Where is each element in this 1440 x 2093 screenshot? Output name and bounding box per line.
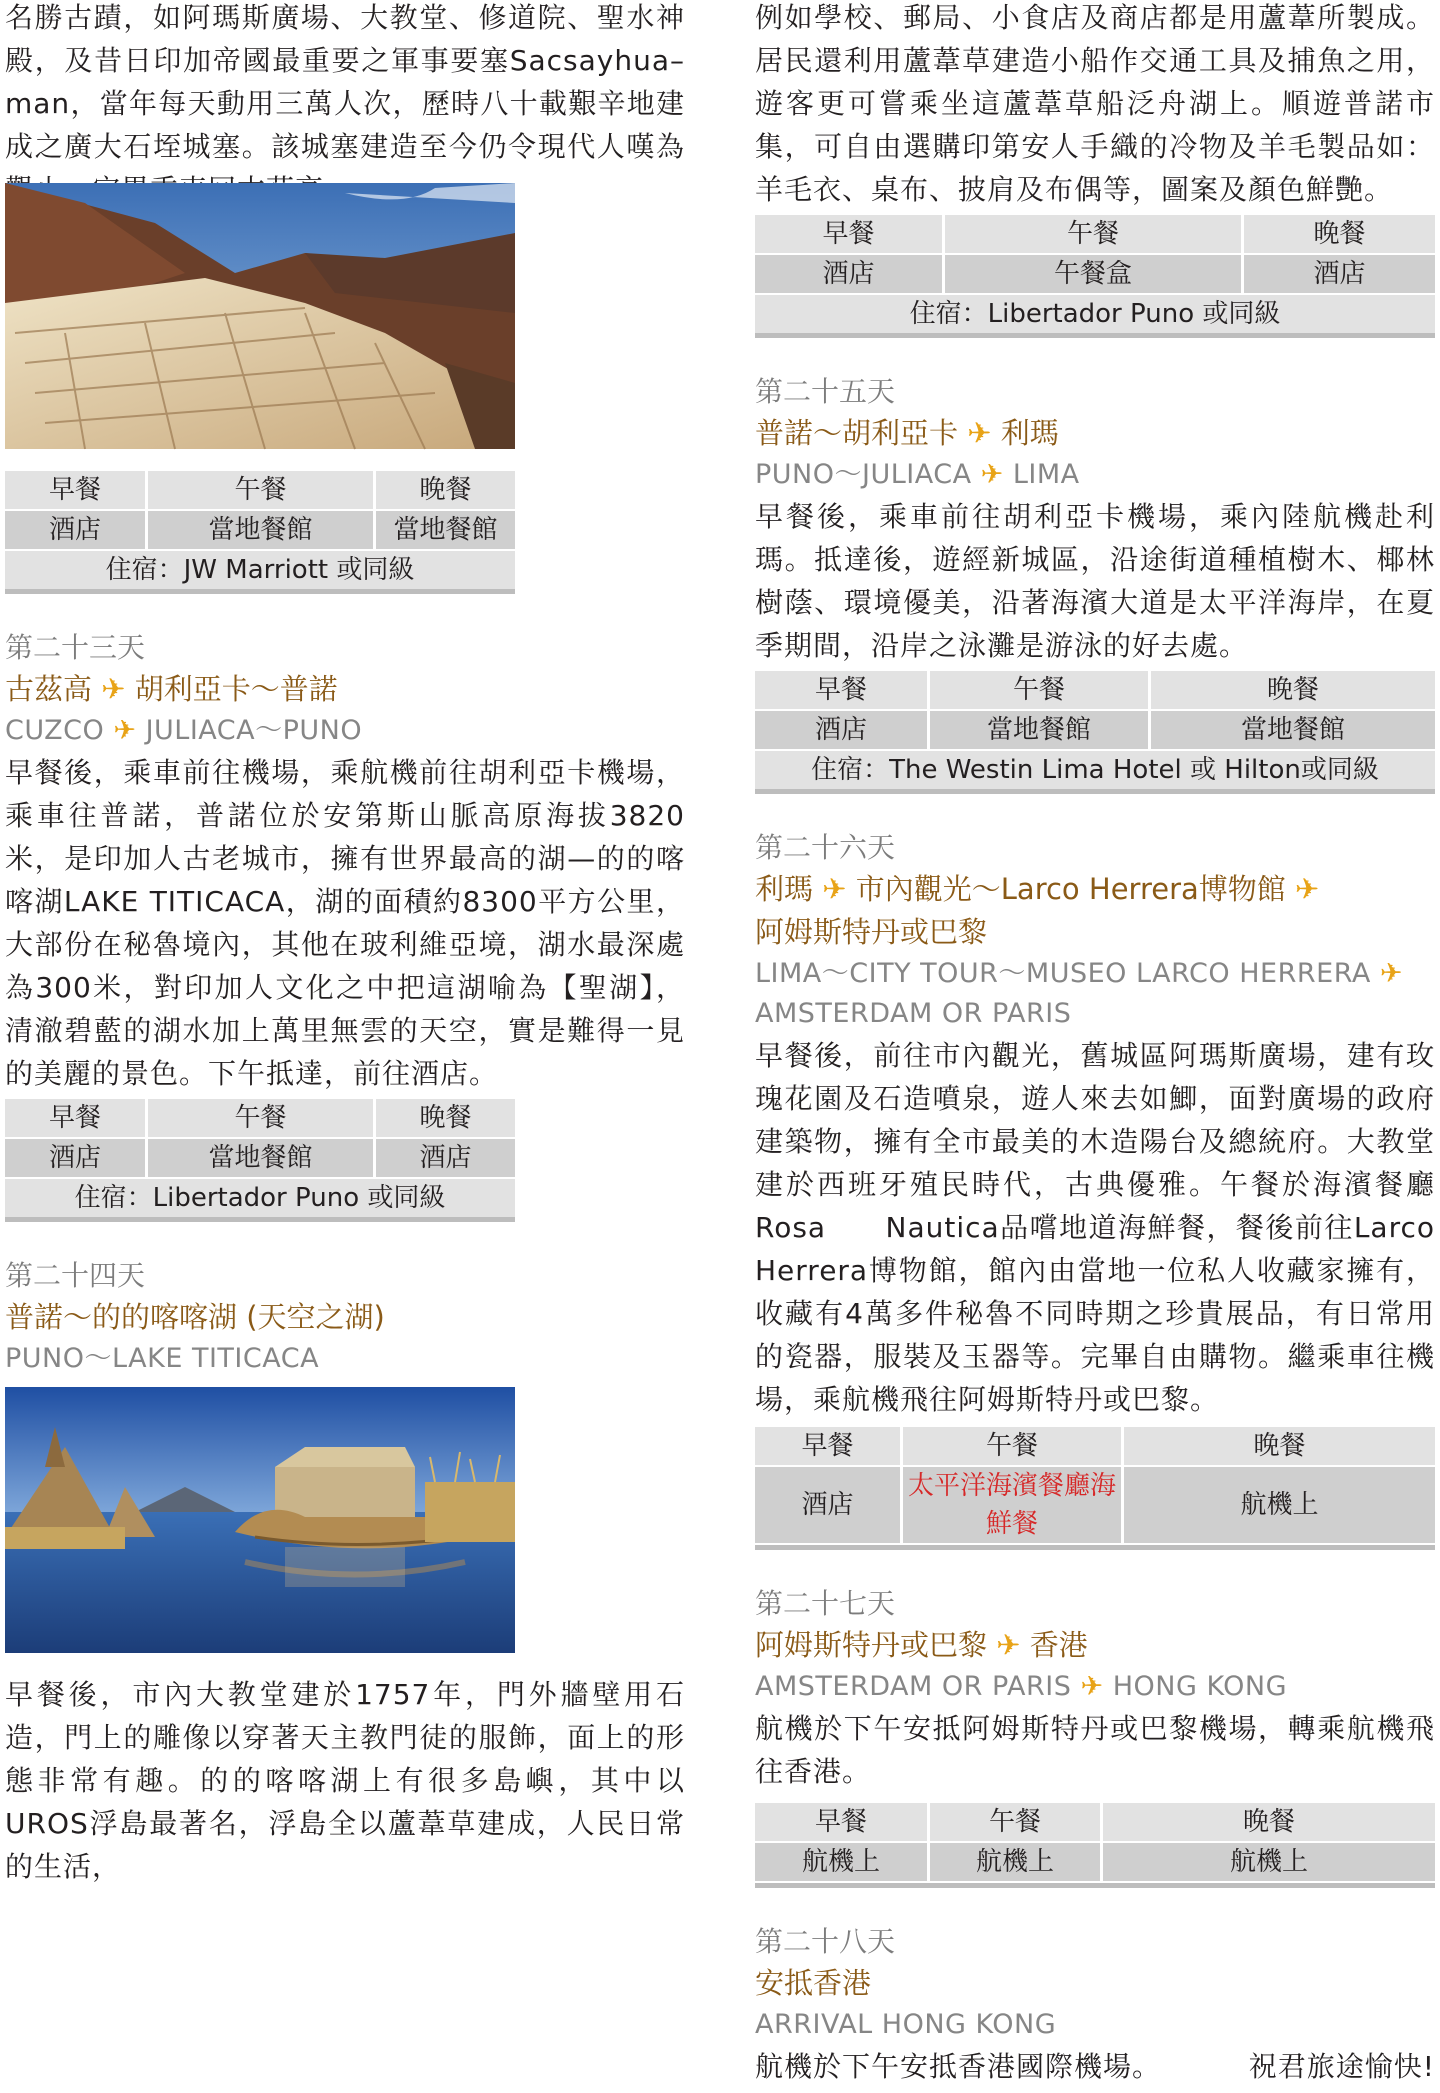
route-origin: 利瑪 (755, 872, 814, 906)
route-destination: 胡利亞卡～普諾 (134, 672, 338, 706)
accommodation: 住宿：The Westin Lima Hotel 或 Hilton或同級 (755, 751, 1435, 789)
accommodation: 住宿：JW Marriott 或同級 (5, 551, 515, 589)
day-number: 第二十八天 (755, 1925, 896, 1958)
breakfast-header: 早餐 (755, 215, 945, 255)
route-stop: 市內觀光～Larco Herrera博物館 (855, 872, 1286, 906)
breakfast-header: 早餐 (755, 1803, 930, 1843)
breakfast-value: 酒店 (755, 711, 930, 751)
lunch-header: 午餐 (148, 471, 376, 511)
route-chinese (755, 868, 1435, 954)
accommodation: 住宿：Libertador Puno 或同級 (5, 1179, 515, 1217)
dinner-value: 當地餐館 (1151, 711, 1435, 751)
day23-meal-table (5, 1099, 515, 1222)
breakfast-value: 酒店 (755, 1467, 903, 1545)
route-destination-en: LIMA (1012, 459, 1080, 490)
day-description: 早餐後，乘車前往胡利亞卡機場，乘內陸航機赴利瑪。抵達後，遊經新城區，沿途街道種植樹木、椰林樹蔭、環境優美，沿著海濱大道是太平洋海岸，在夏季期間，沿岸之泳灘是游泳的好去處。 (755, 500, 1435, 662)
lunch-value: 航機上 (930, 1843, 1103, 1883)
day-description: 早餐後，市內大教堂建於1757年，門外牆壁用石造，門上的雕像以穿著天主教門徒的服飾，面上的形態非常有趣。的的喀喀湖上有很多島嶼，其中以UROS浮島最著名，浮島全以蘆葦草建成，人民日常的生活， (5, 1678, 685, 1883)
airplane-icon: ✈ (101, 672, 126, 706)
breakfast-header: 早餐 (755, 671, 930, 711)
dinner-header: 晚餐 (1244, 215, 1435, 255)
dinner-header: 晚餐 (1151, 671, 1435, 711)
dinner-header: 晚餐 (376, 471, 515, 511)
route-chinese (5, 668, 685, 711)
airplane-icon: ✈ (822, 872, 847, 906)
dinner-value: 航機上 (1124, 1467, 1435, 1545)
lunch-value: 當地餐館 (930, 711, 1151, 751)
airplane-icon: ✈ (1379, 958, 1404, 989)
day-number: 第二十四天 (5, 1259, 146, 1292)
route-english (755, 455, 1435, 495)
route-chinese: 安抵香港 (755, 1966, 872, 2000)
day-number: 第二十七天 (755, 1587, 896, 1620)
dinner-value: 當地餐館 (376, 511, 515, 551)
left-column (5, 0, 685, 1888)
day27-section (755, 1584, 1435, 1888)
day28-section (755, 1922, 1435, 2088)
day-number: 第二十五天 (755, 375, 896, 408)
airplane-icon: ✈ (967, 416, 992, 450)
airplane-icon: ✈ (996, 1628, 1021, 1662)
day-description: 早餐後，乘車前往機場，乘航機前往胡利亞卡機場，乘車往普諾，普諾位於安第斯山脈高原海拔3820米，是印加人古老城市，擁有世界最高的湖—的的喀喀湖LAKE TITICACA，湖的面積約8300平方公里，大部份在秘魯境內，其他在玻利維亞境，湖水最深處為300米，對印加人文化之中把這湖喻為【聖湖】，清澈碧藍的湖水加上萬里無雲的天空，實是難得一見的美麗的景色。下午抵達，前往酒店。 (5, 756, 685, 1090)
route-english: PUNO～LAKE TITICACA (5, 1343, 320, 1374)
breakfast-header: 早餐 (755, 1427, 903, 1467)
route-english (755, 1667, 1435, 1707)
lunch-header: 午餐 (148, 1099, 376, 1139)
route-origin-en: LIMA～CITY TOUR～MUSEO LARCO HERRERA (755, 958, 1371, 989)
route-origin: 普諾～胡利亞卡 (755, 416, 959, 450)
day26-meal-table (755, 1427, 1435, 1550)
airplane-icon: ✈ (113, 715, 137, 746)
route-origin: 古茲高 (5, 672, 93, 706)
route-destination: 阿姆斯特丹或巴黎 (755, 915, 988, 949)
arrival-text: 航機於下午安抵香港國際機場。 (755, 2050, 1162, 2083)
day-description (755, 2045, 1435, 2088)
day-description: 早餐後，前往市內觀光，舊城區阿瑪斯廣場，建有玫瑰花園及石造噴泉，遊人來去如鯽，面對廣場的政府建築物，擁有全市最美的木造陽台及總統府。大教堂建於西班牙殖民時代，古典優雅。午餐於海濱餐廳Rosa Nautica品嚐地道海鮮餐，餐後前往Larco Herrera博物館，館內由當地一位私人收藏家擁有，收藏有4萬多件秘魯不同時期之珍貴展品，有日常用的瓷器，服裝及玉器等。完畢自由購物。繼乘車往機場，乘航機飛往阿姆斯特丹或巴黎。 (755, 1039, 1435, 1416)
route-origin: 阿姆斯特丹或巴黎 (755, 1628, 988, 1662)
route-chinese: 普諾～的的喀喀湖 (天空之湖) (5, 1300, 385, 1334)
dinner-value: 酒店 (1244, 255, 1435, 295)
breakfast-value: 酒店 (5, 511, 148, 551)
route-origin-en: CUZCO (5, 715, 105, 746)
route-english: ARRIVAL HONG KONG (755, 2009, 1057, 2040)
dinner-header: 晚餐 (376, 1099, 515, 1139)
route-english (5, 711, 685, 751)
day25-section (755, 372, 1435, 794)
day24-section (5, 1256, 685, 1888)
breakfast-header: 早餐 (5, 471, 148, 511)
breakfast-value: 酒店 (755, 255, 945, 295)
lunch-header: 午餐 (930, 671, 1151, 711)
dinner-value: 酒店 (376, 1139, 515, 1179)
lunch-value: 當地餐館 (148, 1139, 376, 1179)
day23-section (5, 628, 685, 1222)
lunch-header: 午餐 (903, 1427, 1124, 1467)
day22-meal-table (5, 471, 515, 594)
accommodation: 住宿：Libertador Puno 或同級 (755, 295, 1435, 333)
day25-meal-table (755, 671, 1435, 794)
lunch-value: 午餐盒 (945, 255, 1244, 295)
day26-section (755, 828, 1435, 1550)
route-chinese (755, 412, 1435, 455)
day-number: 第二十三天 (5, 631, 146, 664)
airplane-icon: ✈ (1295, 872, 1320, 906)
dinner-value: 航機上 (1103, 1843, 1435, 1883)
breakfast-value: 航機上 (755, 1843, 930, 1883)
day24-meal-table (755, 215, 1435, 338)
route-destination-en: JULIACA～PUNO (145, 715, 363, 746)
lunch-header: 午餐 (945, 215, 1244, 255)
airplane-icon: ✈ (980, 459, 1004, 490)
route-destination: 香港 (1029, 1628, 1088, 1662)
day-number: 第二十六天 (755, 831, 896, 864)
right-column (755, 0, 1435, 2088)
route-chinese (755, 1624, 1435, 1667)
airplane-icon: ✈ (1080, 1671, 1104, 1702)
day24-continued-text: 例如學校、郵局、小食店及商店都是用蘆葦所製成。居民還利用蘆葦草建造小船作交通工具及捕魚之用，遊客更可嘗乘坐這蘆葦草船泛舟湖上。順遊普諾市集，可自由選購印第安人手織的冷物及羊毛製品如：羊毛衣、桌布、披肩及布偶等，圖案及顏色鮮艷。 (755, 1, 1435, 206)
route-destination: 利瑪 (1000, 416, 1059, 450)
lunch-header: 午餐 (930, 1803, 1103, 1843)
route-english (755, 954, 1435, 1034)
dinner-header: 晚餐 (1124, 1427, 1435, 1467)
farewell-text: 祝君旅途愉快! (1248, 2050, 1435, 2083)
salt-terraces-photo (5, 183, 515, 449)
route-destination-en: HONG KONG (1112, 1671, 1288, 1702)
route-origin-en: PUNO～JULIACA (755, 459, 972, 490)
lunch-value: 當地餐館 (148, 511, 376, 551)
day-description: 航機於下午安抵阿姆斯特丹或巴黎機場，轉乘航機飛往香港。 (755, 1712, 1435, 1788)
breakfast-value: 酒店 (5, 1139, 148, 1179)
dinner-header: 晚餐 (1103, 1803, 1435, 1843)
lake-titicaca-reed-boat-photo (5, 1387, 515, 1653)
breakfast-header: 早餐 (5, 1099, 148, 1139)
route-origin-en: AMSTERDAM OR PARIS (755, 1671, 1072, 1702)
day27-meal-table (755, 1803, 1435, 1888)
lunch-value: 太平洋海濱餐廳海鮮餐 (903, 1467, 1124, 1545)
route-destination-en: AMSTERDAM OR PARIS (755, 998, 1072, 1029)
day22-continued-text: 名勝古蹟，如阿瑪斯廣場、大教堂、修道院、聖水神殿，及昔日印加帝國最重要之軍事要塞Sacsayhua–man，當年每天動用三萬人次，歷時八十載艱辛地建成之廣大石垤城塞。該城塞建造至今仍令現代人嘆為 (5, 1, 685, 163)
